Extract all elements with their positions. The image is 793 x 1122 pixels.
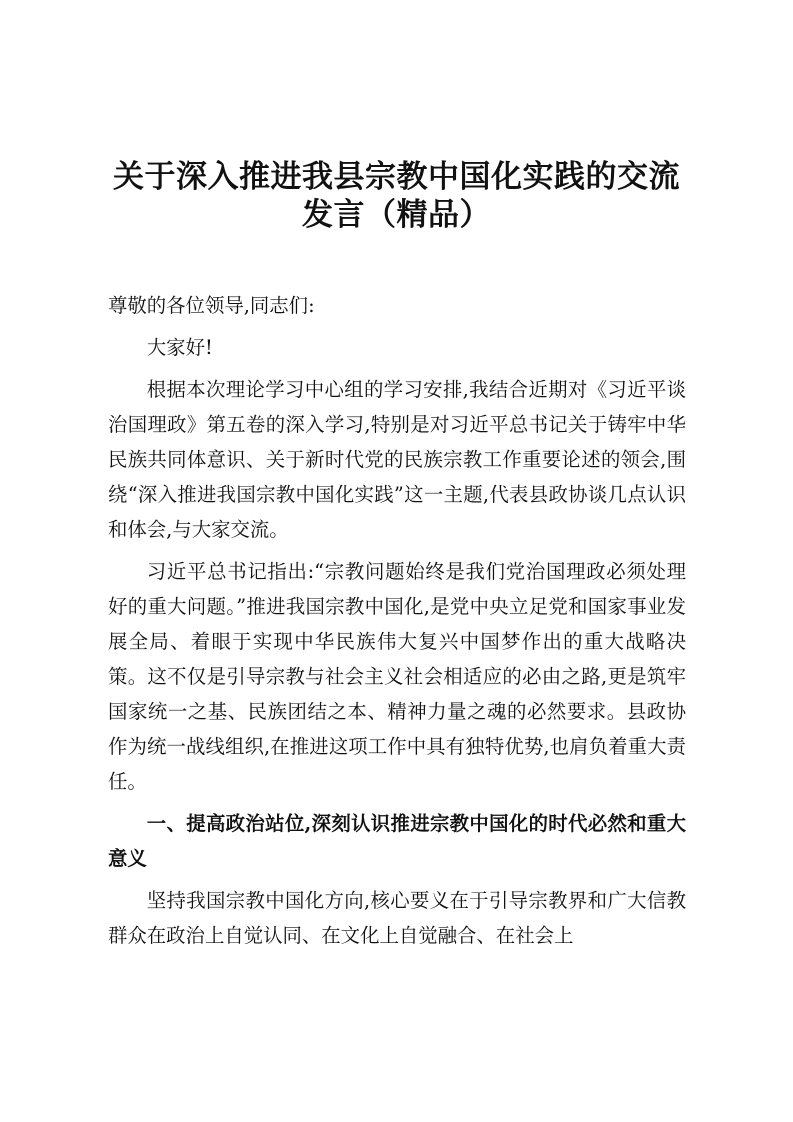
section-heading: 一、提高政治站位,深刻认识推进宗教中国化的时代必然和重大意义 [108,812,686,870]
document-body [108,288,686,960]
greeting: 大家好! [146,336,213,359]
paragraph-intro: 根据本次理论学习中心组的学习安排,我结合近期对《习近平谈治国理政》第五卷的深入学习,特别是对习近平总书记关于铸牢中华民族共同体意识、关于新时代党的民族宗教工作重要论述的领会,围绕“深入推进我国宗教中国化实践”这一主题,代表县政协谈几点认识和体会,与大家交流。 [108,378,686,541]
section-paragraph: 坚持我国宗教中国化方向,核心要义在于引导宗教界和广大信教群众在政治上自觉认同、在文化上自觉融合、在社会上 [108,889,686,947]
title-line-2: 发言（精品） [302,197,491,233]
paragraph-quote: 习近平总书记指出:“宗教问题始终是我们党治国理政必须处理好的重大问题。”推进我国宗教中国化,是党中央立足党和国家事业发展全局、着眼于实现中华民族伟大复兴中国梦作出的重大战略决策。这不仅是引导宗教与社会主义社会相适应的必由之路,更是筑牢国家统一之基、民族团结之本、精神力量之魂的必然要求。县政协作为统一战线组织,在推进这项工作中具有独特优势,也肩负着重大责任。 [108,560,686,793]
salutation: 尊敬的各位领导,同志们: [108,294,315,317]
document-title [90,158,703,234]
title-line-1: 关于深入推进我县宗教中国化实践的交流 [113,159,680,195]
